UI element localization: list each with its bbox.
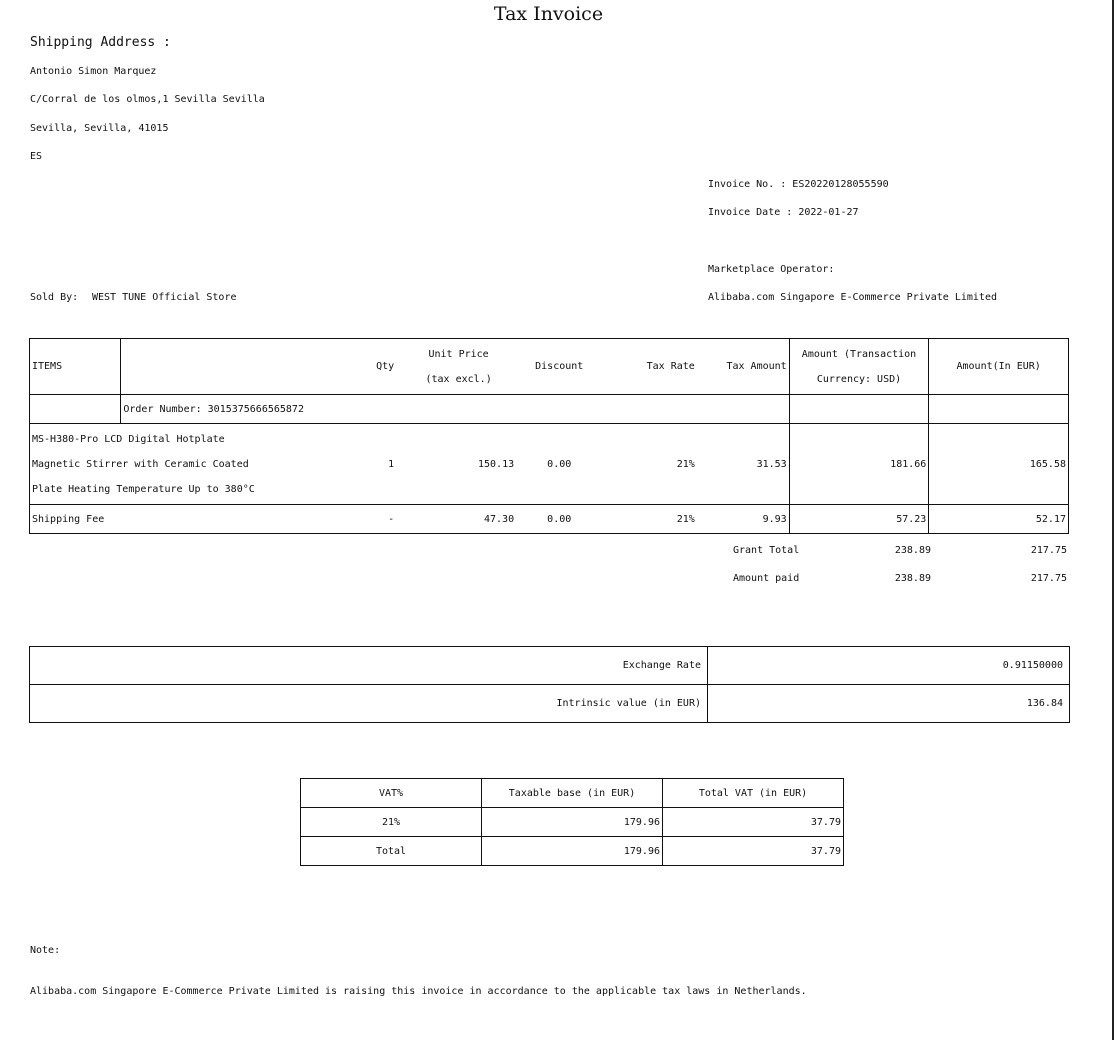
invoice-date-value: 2022-01-27 bbox=[798, 207, 859, 218]
amount-paid-eur: 217.75 bbox=[1030, 573, 1067, 584]
table-row bbox=[301, 808, 844, 837]
col-header-tax-amount: Tax Amount bbox=[726, 361, 787, 372]
product-amount-usd: 181.66 bbox=[789, 424, 929, 505]
col-header-unit-price bbox=[401, 339, 516, 395]
exchange-rate-value: 0.91150000 bbox=[708, 647, 1070, 685]
vat-header-total: Total VAT (in EUR) bbox=[663, 779, 844, 808]
amount-usd-header-line1: Amount (Transaction bbox=[801, 348, 917, 360]
vat-rate: 21% bbox=[301, 808, 482, 837]
amount-usd-header-line2: Currency: USD) bbox=[816, 373, 902, 385]
shipping-city: Sevilla, Sevilla, 41015 bbox=[30, 123, 169, 134]
shipping-fee-tax-rate: 21% bbox=[602, 505, 696, 534]
invoice-number bbox=[708, 179, 889, 190]
invoice-number-label: Invoice No. : bbox=[708, 179, 793, 190]
product-name-line2: Magnetic Stirrer with Ceramic Coated bbox=[32, 458, 249, 470]
order-number: Order Number: 3015375666565872 bbox=[121, 395, 789, 424]
vat-header-base: Taxable base (in EUR) bbox=[482, 779, 663, 808]
items-table bbox=[29, 338, 1069, 534]
unit-price-header-line2: (tax excl.) bbox=[425, 373, 492, 385]
exchange-rate-row bbox=[30, 647, 1070, 685]
product-qty: 1 bbox=[301, 424, 402, 505]
product-name-line1: MS-H380-Pro LCD Digital Hotplate bbox=[32, 433, 225, 445]
note-label: Note: bbox=[30, 945, 61, 956]
amount-paid-label: Amount paid bbox=[733, 573, 800, 584]
seller-name: WEST TUNE Official Store bbox=[92, 292, 237, 303]
col-header-qty: Qty bbox=[376, 361, 395, 372]
vat-header-rate: VAT% bbox=[301, 779, 482, 808]
page-edge-rule bbox=[1112, 0, 1114, 1040]
shipping-fee-qty: - bbox=[301, 505, 402, 534]
product-tax-amount: 31.53 bbox=[697, 424, 789, 505]
product-discount: 0.00 bbox=[516, 424, 602, 505]
unit-price-header-line1: Unit Price bbox=[428, 348, 489, 360]
table-row bbox=[30, 424, 1069, 505]
shipping-fee-tax-amount: 9.93 bbox=[697, 505, 789, 534]
shipping-fee-unit-price: 47.30 bbox=[401, 505, 516, 534]
col-header-tax-rate: Tax Rate bbox=[646, 361, 695, 372]
exchange-table bbox=[29, 646, 1070, 723]
sold-by-label: Sold By: bbox=[30, 292, 79, 303]
order-number-row bbox=[30, 395, 1069, 424]
page-title: Tax Invoice bbox=[493, 3, 604, 25]
col-header-amount-eur: Amount(In EUR) bbox=[929, 339, 1069, 395]
shipping-fee-amount-eur: 52.17 bbox=[929, 505, 1069, 534]
product-unit-price: 150.13 bbox=[401, 424, 516, 505]
shipping-fee-discount: 0.00 bbox=[516, 505, 602, 534]
shipping-country: ES bbox=[30, 151, 43, 162]
product-amount-eur: 165.58 bbox=[929, 424, 1069, 505]
vat-total: 37.79 bbox=[663, 808, 844, 837]
shipping-name: Antonio Simon Marquez bbox=[30, 66, 157, 77]
intrinsic-value-label: Intrinsic value (in EUR) bbox=[30, 685, 708, 723]
invoice-date-label: Invoice Date : bbox=[708, 207, 799, 218]
invoice-number-value: ES20220128055590 bbox=[792, 179, 889, 190]
grand-total-usd: 238.89 bbox=[894, 545, 931, 556]
shipping-address-heading: Shipping Address : bbox=[30, 35, 171, 50]
grand-total-label: Grant Total bbox=[733, 545, 800, 556]
exchange-rate-label: Exchange Rate bbox=[30, 647, 708, 685]
amount-paid-usd: 238.89 bbox=[894, 573, 931, 584]
marketplace-name: Alibaba.com Singapore E-Commerce Private Limited bbox=[708, 292, 997, 303]
product-name bbox=[30, 424, 301, 505]
shipping-fee-amount-usd: 57.23 bbox=[789, 505, 929, 534]
shipping-fee-label: Shipping Fee bbox=[30, 505, 301, 534]
vat-header-row bbox=[301, 779, 844, 808]
vat-taxable-base: 179.96 bbox=[482, 837, 663, 866]
marketplace-label: Marketplace Operator: bbox=[708, 264, 835, 275]
vat-summary-table bbox=[300, 778, 844, 866]
vat-taxable-base: 179.96 bbox=[482, 808, 663, 837]
grand-total-eur: 217.75 bbox=[1030, 545, 1067, 556]
table-row bbox=[30, 505, 1069, 534]
col-header-items: ITEMS bbox=[32, 361, 63, 372]
col-header-amount-usd bbox=[789, 339, 929, 395]
note-text: Alibaba.com Singapore E-Commerce Private Limited is raising this invoice in accordance to the applicable tax laws in Netherlands. bbox=[30, 986, 807, 997]
product-name-line3: Plate Heating Temperature Up to 380°C bbox=[32, 483, 255, 495]
items-header-row bbox=[30, 339, 1069, 395]
shipping-street: C/Corral de los olmos,1 Sevilla Sevilla bbox=[30, 94, 265, 105]
table-row bbox=[301, 837, 844, 866]
vat-total: 37.79 bbox=[663, 837, 844, 866]
product-tax-rate: 21% bbox=[602, 424, 696, 505]
col-header-discount: Discount bbox=[535, 361, 584, 372]
intrinsic-value-row bbox=[30, 685, 1070, 723]
intrinsic-value-value: 136.84 bbox=[708, 685, 1070, 723]
vat-rate: Total bbox=[301, 837, 482, 866]
invoice-date bbox=[708, 207, 859, 218]
